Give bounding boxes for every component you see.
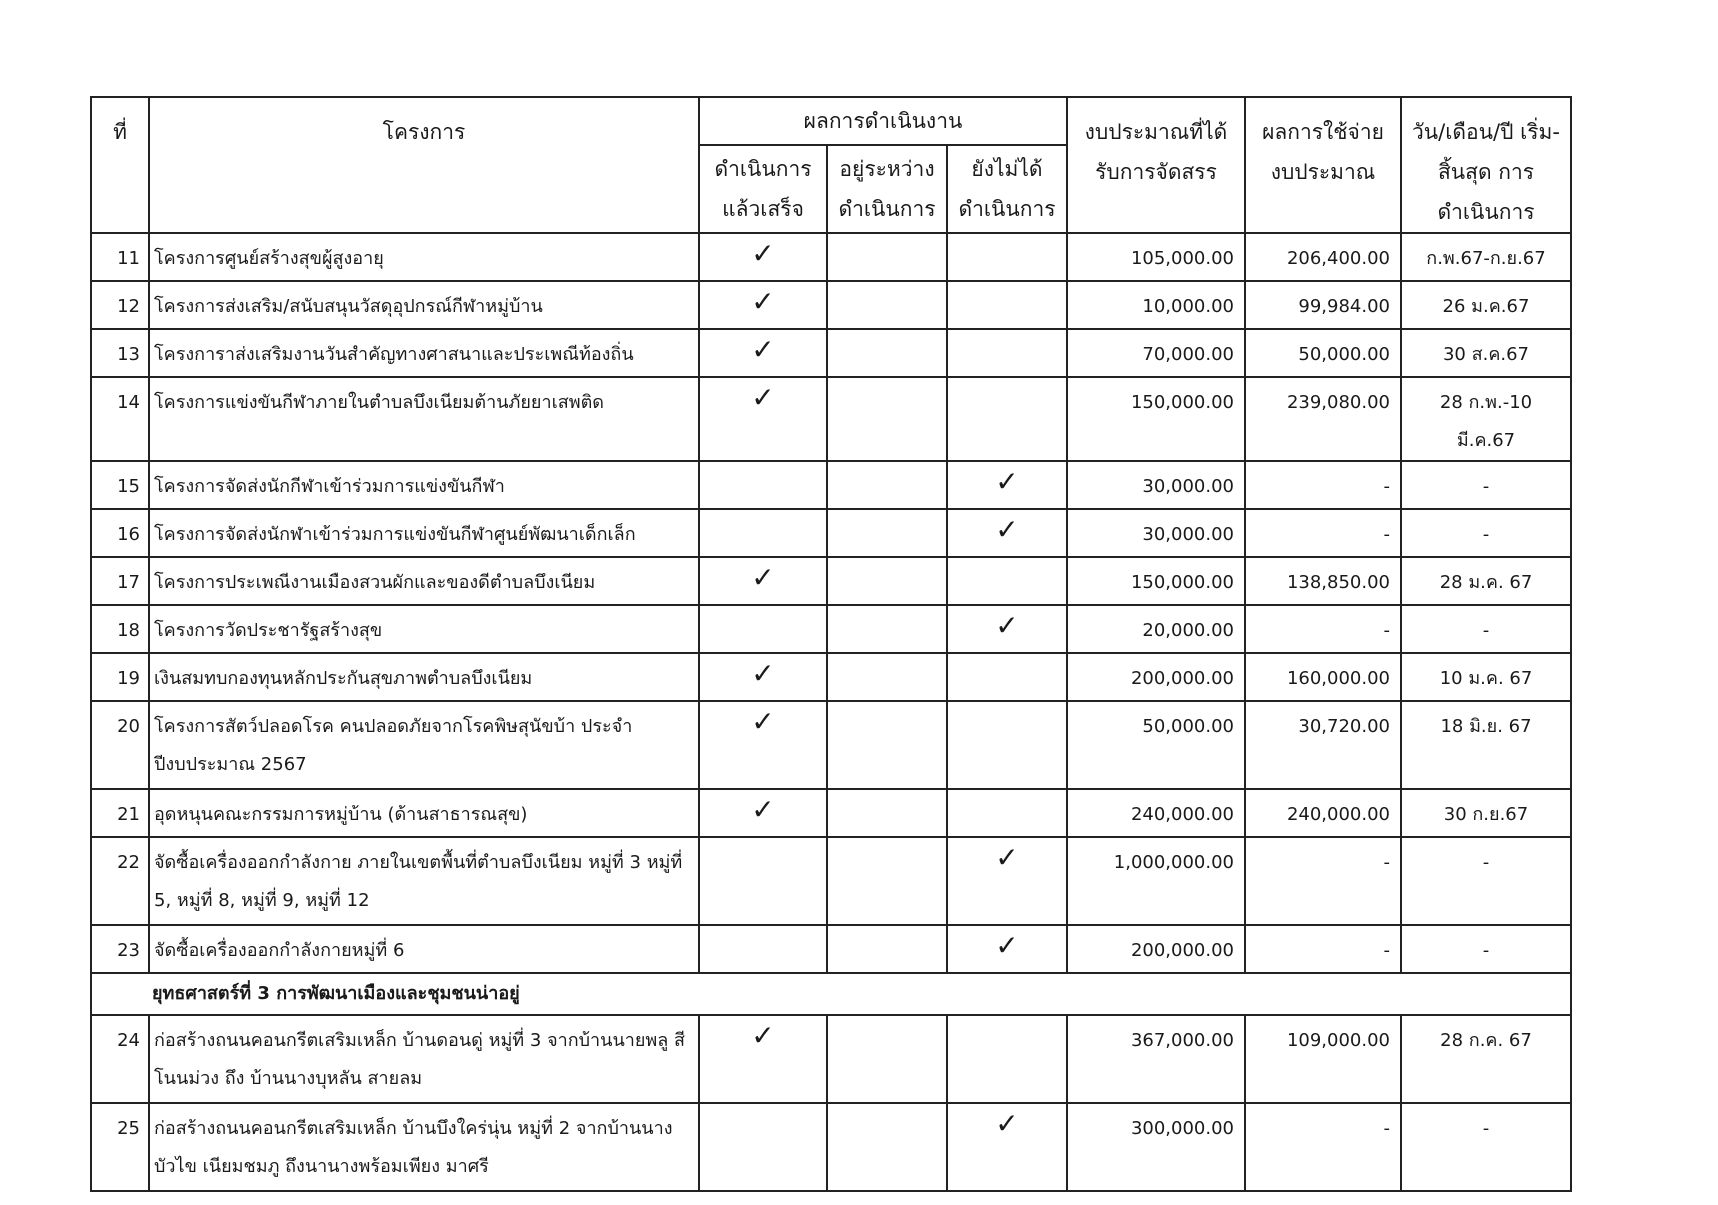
status-not-yet-cell bbox=[947, 1015, 1067, 1103]
status-in-progress-cell bbox=[827, 653, 947, 701]
table-row bbox=[91, 557, 1571, 605]
col-header-dates: วัน/เดือน/ปี เริ่ม-สิ้นสุด การดำเนินการ bbox=[1401, 97, 1571, 233]
project-name: โครงการาส่งเสริมงานวันสำคัญทางศาสนาและประเพณีท้องถิ่น bbox=[149, 329, 699, 377]
budget-amount: 150,000.00 bbox=[1067, 377, 1245, 461]
budget-amount: 200,000.00 bbox=[1067, 653, 1245, 701]
col-header-no: ที่ bbox=[91, 97, 149, 233]
status-done-cell: ✓ bbox=[699, 557, 827, 605]
spent-amount: - bbox=[1245, 837, 1401, 925]
row-number: 16 bbox=[91, 509, 149, 557]
status-not-yet-cell bbox=[947, 789, 1067, 837]
budget-amount: 150,000.00 bbox=[1067, 557, 1245, 605]
status-in-progress-cell bbox=[827, 925, 947, 973]
col-header-in-progress: อยู่ระหว่างดำเนินการ bbox=[827, 145, 947, 233]
table-row bbox=[91, 281, 1571, 329]
table-row bbox=[91, 233, 1571, 281]
status-not-yet-cell: ✓ bbox=[947, 461, 1067, 509]
status-not-yet-cell bbox=[947, 701, 1067, 789]
spent-amount: - bbox=[1245, 509, 1401, 557]
status-not-yet-cell bbox=[947, 653, 1067, 701]
table-row bbox=[91, 925, 1571, 973]
table-row bbox=[91, 377, 1571, 461]
budget-amount: 70,000.00 bbox=[1067, 329, 1245, 377]
budget-amount: 10,000.00 bbox=[1067, 281, 1245, 329]
table-row bbox=[91, 1103, 1571, 1191]
budget-amount: 300,000.00 bbox=[1067, 1103, 1245, 1191]
project-name: ก่อสร้างถนนคอนกรีตเสริมเหล็ก บ้านบึงใคร่นุ่น หมู่ที่ 2 จากบ้านนางบัวไข เนียมชมภู ถึงนานางพร้อมเพียง มาศรี bbox=[149, 1103, 699, 1191]
budget-amount: 1,000,000.00 bbox=[1067, 837, 1245, 925]
date-range: - bbox=[1401, 461, 1571, 509]
status-not-yet-cell: ✓ bbox=[947, 509, 1067, 557]
col-header-result-group: ผลการดำเนินงาน bbox=[699, 97, 1067, 145]
row-number: 17 bbox=[91, 557, 149, 605]
project-name: โครงการจัดส่งนักกีฬาเข้าร่วมการแข่งขันกีฬา bbox=[149, 461, 699, 509]
spent-amount: 50,000.00 bbox=[1245, 329, 1401, 377]
spent-amount: - bbox=[1245, 605, 1401, 653]
status-in-progress-cell bbox=[827, 1103, 947, 1191]
row-number: 12 bbox=[91, 281, 149, 329]
section-heading: ยุทธศาสตร์ที่ 3 การพัฒนาเมืองและชุมชนน่าอยู่ bbox=[91, 973, 1571, 1015]
col-header-spent: ผลการใช้จ่ายงบประมาณ bbox=[1245, 97, 1401, 233]
status-in-progress-cell bbox=[827, 1015, 947, 1103]
status-not-yet-cell bbox=[947, 233, 1067, 281]
table-row bbox=[91, 461, 1571, 509]
status-in-progress-cell bbox=[827, 461, 947, 509]
status-done-cell: ✓ bbox=[699, 329, 827, 377]
budget-amount: 50,000.00 bbox=[1067, 701, 1245, 789]
status-in-progress-cell bbox=[827, 509, 947, 557]
spent-amount: 160,000.00 bbox=[1245, 653, 1401, 701]
status-in-progress-cell bbox=[827, 329, 947, 377]
status-done-cell: ✓ bbox=[699, 1015, 827, 1103]
spent-amount: 138,850.00 bbox=[1245, 557, 1401, 605]
col-header-not-yet: ยังไม่ได้ดำเนินการ bbox=[947, 145, 1067, 233]
date-range: ก.พ.67-ก.ย.67 bbox=[1401, 233, 1571, 281]
spent-amount: - bbox=[1245, 1103, 1401, 1191]
project-name: โครงการประเพณีงานเมืองสวนผักและของดีตำบลบึงเนียม bbox=[149, 557, 699, 605]
status-done-cell bbox=[699, 925, 827, 973]
status-done-cell: ✓ bbox=[699, 701, 827, 789]
table-body-part2 bbox=[91, 1015, 1571, 1191]
table-row bbox=[91, 1015, 1571, 1103]
status-in-progress-cell bbox=[827, 701, 947, 789]
table-row bbox=[91, 789, 1571, 837]
date-range: - bbox=[1401, 509, 1571, 557]
project-name: โครงการจัดส่งนักฬาเข้าร่วมการแข่งขันกีฬาศูนย์พัฒนาเด็กเล็ก bbox=[149, 509, 699, 557]
spent-amount: 30,720.00 bbox=[1245, 701, 1401, 789]
status-in-progress-cell bbox=[827, 233, 947, 281]
table-row bbox=[91, 837, 1571, 925]
project-name: อุดหนุนคณะกรรมการหมู่บ้าน (ด้านสาธารณสุข) bbox=[149, 789, 699, 837]
row-number: 19 bbox=[91, 653, 149, 701]
spent-amount: 239,080.00 bbox=[1245, 377, 1401, 461]
status-in-progress-cell bbox=[827, 789, 947, 837]
project-name: จัดซื้อเครื่องออกกำลังกาย ภายในเขตพื้นที่ตำบลบึงเนียม หมู่ที่ 3 หมู่ที่ 5, หมู่ที่ 8, หมู่ที่ 9, หมู่ที่ 12 bbox=[149, 837, 699, 925]
date-range: 28 ม.ค. 67 bbox=[1401, 557, 1571, 605]
table-row bbox=[91, 509, 1571, 557]
project-name: จัดซื้อเครื่องออกกำลังกายหมู่ที่ 6 bbox=[149, 925, 699, 973]
project-name: โครงการวัดประชารัฐสร้างสุข bbox=[149, 605, 699, 653]
date-range: 28 ก.ค. 67 bbox=[1401, 1015, 1571, 1103]
budget-amount: 367,000.00 bbox=[1067, 1015, 1245, 1103]
row-number: 22 bbox=[91, 837, 149, 925]
status-in-progress-cell bbox=[827, 837, 947, 925]
project-name: โครงการศูนย์สร้างสุขผู้สูงอายุ bbox=[149, 233, 699, 281]
col-header-budget: งบประมาณที่ได้รับการจัดสรร bbox=[1067, 97, 1245, 233]
status-not-yet-cell: ✓ bbox=[947, 925, 1067, 973]
date-range: 18 มิ.ย. 67 bbox=[1401, 701, 1571, 789]
project-name: เงินสมทบกองทุนหลักประกันสุขภาพตำบลบึงเนียม bbox=[149, 653, 699, 701]
budget-amount: 240,000.00 bbox=[1067, 789, 1245, 837]
status-done-cell: ✓ bbox=[699, 789, 827, 837]
table-row bbox=[91, 701, 1571, 789]
project-name: โครงการส่งเสริม/สนับสนุนวัสดุอุปกรณ์กีฬาหมู่บ้าน bbox=[149, 281, 699, 329]
status-not-yet-cell: ✓ bbox=[947, 837, 1067, 925]
date-range: 30 ส.ค.67 bbox=[1401, 329, 1571, 377]
table-body-part1 bbox=[91, 233, 1571, 973]
status-not-yet-cell: ✓ bbox=[947, 605, 1067, 653]
status-done-cell: ✓ bbox=[699, 377, 827, 461]
row-number: 20 bbox=[91, 701, 149, 789]
status-not-yet-cell: ✓ bbox=[947, 1103, 1067, 1191]
status-done-cell: ✓ bbox=[699, 653, 827, 701]
spent-amount: 109,000.00 bbox=[1245, 1015, 1401, 1103]
budget-amount: 200,000.00 bbox=[1067, 925, 1245, 973]
row-number: 14 bbox=[91, 377, 149, 461]
table-row bbox=[91, 653, 1571, 701]
status-done-cell bbox=[699, 605, 827, 653]
status-in-progress-cell bbox=[827, 605, 947, 653]
spent-amount: 240,000.00 bbox=[1245, 789, 1401, 837]
date-range: - bbox=[1401, 925, 1571, 973]
status-in-progress-cell bbox=[827, 281, 947, 329]
row-number: 25 bbox=[91, 1103, 149, 1191]
spent-amount: - bbox=[1245, 461, 1401, 509]
budget-amount: 20,000.00 bbox=[1067, 605, 1245, 653]
col-header-project: โครงการ bbox=[149, 97, 699, 233]
project-name: โครงการแข่งขันกีฬาภายในตำบลบึงเนียมต้านภัยยาเสพติด bbox=[149, 377, 699, 461]
col-header-done: ดำเนินการแล้วเสร็จ bbox=[699, 145, 827, 233]
table-row bbox=[91, 605, 1571, 653]
row-number: 21 bbox=[91, 789, 149, 837]
spent-amount: 99,984.00 bbox=[1245, 281, 1401, 329]
date-range: 28 ก.พ.-10 มี.ค.67 bbox=[1401, 377, 1571, 461]
date-range: 26 ม.ค.67 bbox=[1401, 281, 1571, 329]
date-range: 30 ก.ย.67 bbox=[1401, 789, 1571, 837]
status-done-cell bbox=[699, 509, 827, 557]
status-done-cell bbox=[699, 461, 827, 509]
row-number: 23 bbox=[91, 925, 149, 973]
status-in-progress-cell bbox=[827, 377, 947, 461]
status-not-yet-cell bbox=[947, 281, 1067, 329]
status-not-yet-cell bbox=[947, 377, 1067, 461]
spent-amount: - bbox=[1245, 925, 1401, 973]
date-range: 10 ม.ค. 67 bbox=[1401, 653, 1571, 701]
spent-amount: 206,400.00 bbox=[1245, 233, 1401, 281]
project-results-table bbox=[90, 96, 1572, 1192]
status-not-yet-cell bbox=[947, 557, 1067, 605]
row-number: 18 bbox=[91, 605, 149, 653]
row-number: 15 bbox=[91, 461, 149, 509]
row-number: 11 bbox=[91, 233, 149, 281]
status-not-yet-cell bbox=[947, 329, 1067, 377]
row-number: 24 bbox=[91, 1015, 149, 1103]
report-sheet bbox=[90, 96, 1570, 1192]
status-done-cell bbox=[699, 837, 827, 925]
status-done-cell: ✓ bbox=[699, 233, 827, 281]
status-in-progress-cell bbox=[827, 557, 947, 605]
budget-amount: 30,000.00 bbox=[1067, 509, 1245, 557]
section-row-group bbox=[91, 973, 1571, 1015]
project-name: ก่อสร้างถนนคอนกรีตเสริมเหล็ก บ้านดอนดู่ หมู่ที่ 3 จากบ้านนายพลู สีโนนม่วง ถึง บ้านนางบุหลัน สายลม bbox=[149, 1015, 699, 1103]
status-done-cell bbox=[699, 1103, 827, 1191]
row-number: 13 bbox=[91, 329, 149, 377]
date-range: - bbox=[1401, 837, 1571, 925]
date-range: - bbox=[1401, 605, 1571, 653]
table-row bbox=[91, 329, 1571, 377]
budget-amount: 105,000.00 bbox=[1067, 233, 1245, 281]
date-range: - bbox=[1401, 1103, 1571, 1191]
project-name: โครงการสัตว์ปลอดโรค คนปลอดภัยจากโรคพิษสุนัขบ้า ประจำปีงบประมาณ 2567 bbox=[149, 701, 699, 789]
status-done-cell: ✓ bbox=[699, 281, 827, 329]
budget-amount: 30,000.00 bbox=[1067, 461, 1245, 509]
